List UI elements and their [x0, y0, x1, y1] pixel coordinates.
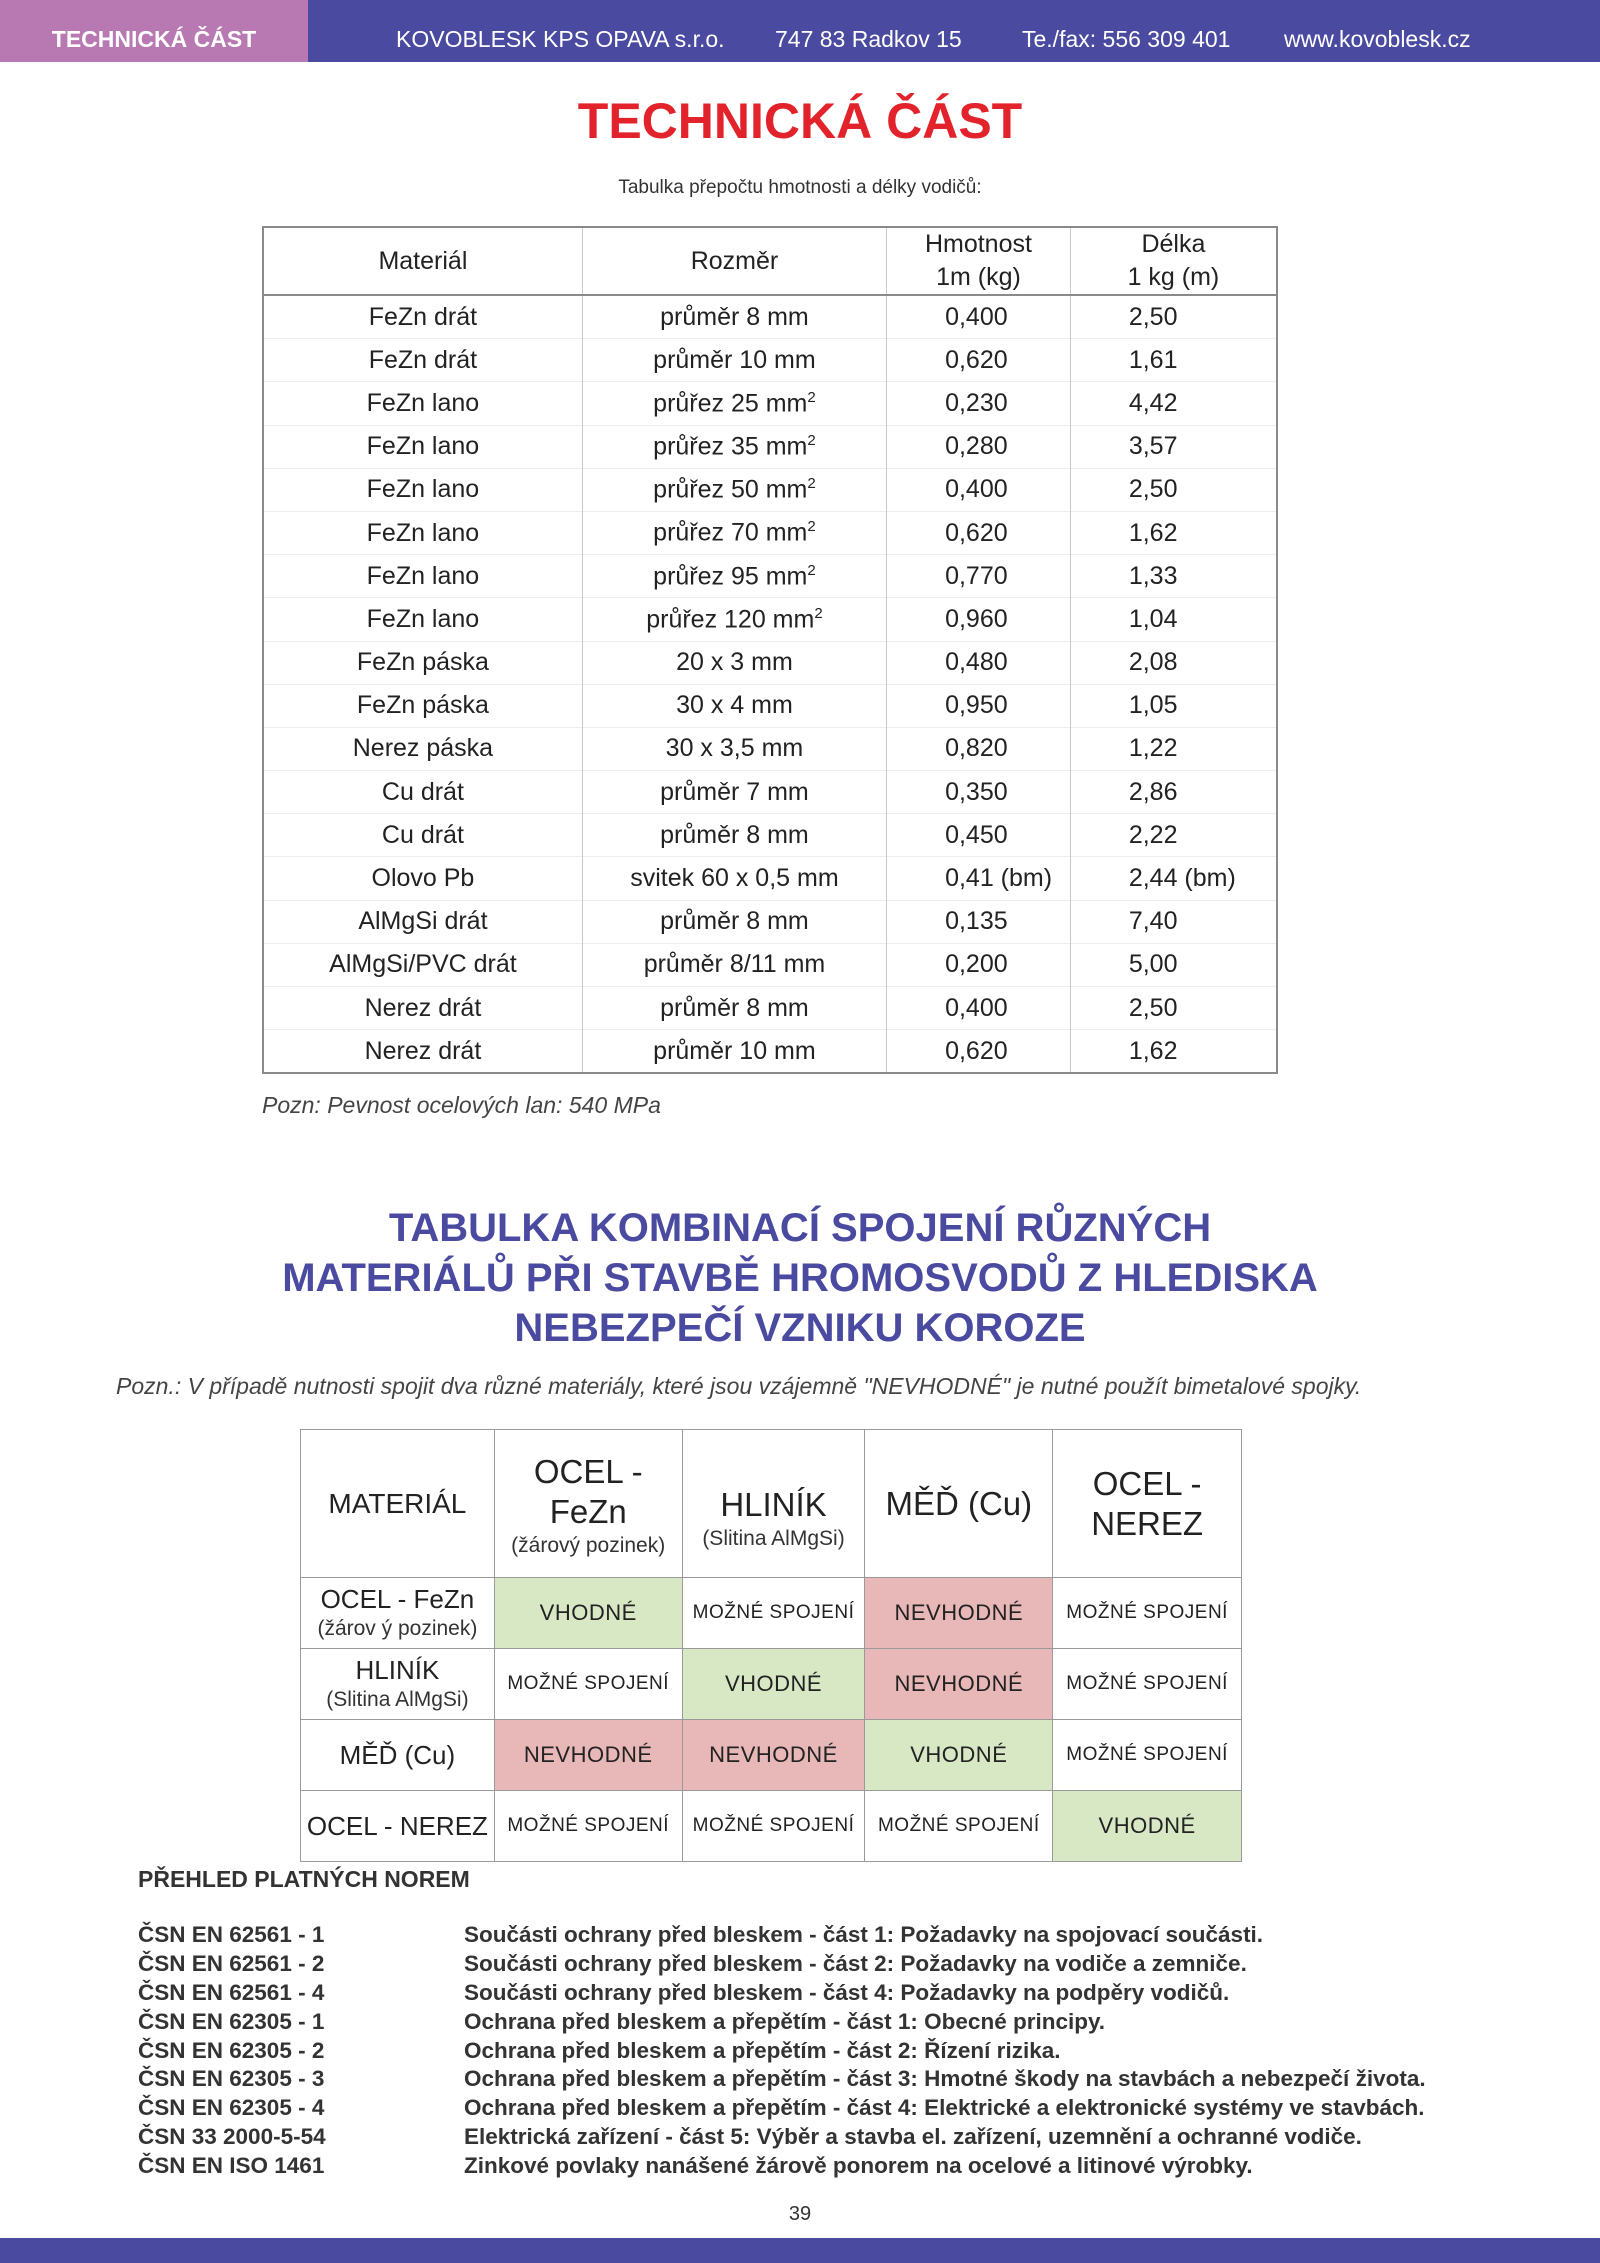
cell-size-text: svitek 60 x 0,5 mm	[630, 864, 839, 893]
table-row	[263, 900, 1277, 943]
cell-size-text: průměr 10 mm	[653, 345, 816, 374]
cell-material: FeZn lano	[263, 425, 582, 468]
norms-title: PŘEHLED PLATNÝCH NOREM	[138, 1866, 470, 1892]
table-row	[263, 987, 1277, 1030]
compatibility-label: MOŽNÉ SPOJENÍ	[1066, 1673, 1228, 1694]
norm-code: ČSN EN 62305 - 2	[138, 2037, 325, 2063]
compatibility-cell	[494, 1791, 682, 1862]
col-header-weight-line1: Hmotnost	[924, 230, 1032, 258]
cell-weight: 0,280	[887, 425, 1071, 468]
cell-weight: 0,230	[887, 382, 1071, 425]
compatibility-cell	[865, 1720, 1053, 1791]
row-header	[301, 1720, 495, 1791]
table-row	[263, 727, 1277, 770]
cell-weight: 0,480	[887, 641, 1071, 684]
cell-length: 2,08	[1070, 641, 1277, 684]
cell-size	[582, 727, 886, 770]
compatibility-label: VHODNÉ	[1098, 1813, 1196, 1838]
cell-length: 2,22	[1070, 814, 1277, 857]
cell-size	[582, 684, 886, 727]
cell-weight: 0,620	[887, 339, 1071, 382]
table-row	[263, 684, 1277, 727]
cell-material: FeZn drát	[263, 339, 582, 382]
cell-weight: 0,400	[887, 295, 1071, 339]
page-title: TECHNICKÁ ČÁST	[577, 93, 1023, 149]
norm-description: Zinkové povlaky nanášené žárově ponorem na ocelové a litinové výrobky.	[464, 2153, 1253, 2179]
footer-bar	[0, 2238, 1600, 2263]
cell-weight: 0,620	[887, 1030, 1071, 1074]
combination-note: Pozn.: V případě nutnosti spojit dva různé materiály, které jsou vzájemně "NEVHODNÉ" je nutné použít bimetalové spojky.	[116, 1373, 1362, 1399]
row-label: MĚĎ (Cu)	[339, 1740, 456, 1770]
cell-length: 5,00	[1070, 943, 1277, 986]
combination-header-row	[301, 1430, 1242, 1578]
cell-length: 2,86	[1070, 771, 1277, 814]
cell-material: FeZn páska	[263, 641, 582, 684]
cell-size-exponent: 2	[807, 388, 816, 406]
cell-size	[582, 1030, 886, 1074]
table-row	[263, 771, 1277, 814]
header-section-label: TECHNICKÁ ČÁST	[0, 0, 308, 62]
table-row	[263, 641, 1277, 684]
compatibility-cell	[682, 1578, 865, 1649]
cell-size	[582, 814, 886, 857]
cell-size	[582, 987, 886, 1030]
cell-size-exponent: 2	[814, 604, 823, 622]
compatibility-label: MOŽNÉ SPOJENÍ	[1066, 1744, 1228, 1765]
cell-material: AlMgSi/PVC drát	[263, 943, 582, 986]
norm-code: ČSN EN 62561 - 1	[138, 1922, 325, 1947]
table-row	[263, 511, 1277, 554]
norm-description: Ochrana před bleskem a přepětím - část 2: Řízení rizika.	[464, 2037, 1061, 2063]
column-sublabel: (žárový pozinek)	[511, 1533, 666, 1557]
cell-material: Nerez drát	[263, 1030, 582, 1074]
col-header-size: Rozměr	[582, 227, 886, 295]
cell-size	[582, 339, 886, 382]
table-row	[263, 382, 1277, 425]
cell-size	[582, 943, 886, 986]
column-sublabel: (Slitina AlMgSi)	[702, 1526, 845, 1550]
compatibility-cell	[1053, 1649, 1242, 1720]
combination-col-header-copper	[865, 1430, 1053, 1578]
cell-size	[582, 468, 886, 511]
cell-size-text: průměr 8/11 mm	[643, 950, 826, 979]
table-row	[263, 425, 1277, 468]
cell-material: Cu drát	[263, 814, 582, 857]
col-header-length	[1070, 227, 1277, 295]
page-number: 39	[788, 2203, 812, 2225]
compatibility-cell	[865, 1791, 1053, 1862]
col-header-length-line1: Délka	[1141, 230, 1206, 258]
row-sublabel: (Slitina AlMgSi)	[326, 1688, 469, 1711]
compatibility-label: MOŽNÉ SPOJENÍ	[692, 1602, 855, 1623]
cell-length: 2,50	[1070, 295, 1277, 339]
row-sublabel: (žárov ý pozinek)	[317, 1617, 478, 1640]
cell-size-exponent: 2	[807, 561, 816, 579]
cell-weight: 0,770	[887, 555, 1071, 598]
compatibility-cell	[494, 1578, 682, 1649]
cell-size-text: 30 x 3,5 mm	[665, 734, 804, 763]
cell-size	[582, 382, 886, 425]
cell-material: FeZn páska	[263, 684, 582, 727]
compatibility-label: MOŽNÉ SPOJENÍ	[1066, 1602, 1228, 1623]
row-label: OCEL - FeZn	[320, 1584, 475, 1614]
combination-title-line: TABULKA KOMBINACÍ SPOJENÍ RŮZNÝCH	[388, 1206, 1212, 1250]
cell-material: Nerez páska	[263, 727, 582, 770]
column-label: HLINÍK	[720, 1485, 827, 1523]
cell-weight: 0,450	[887, 814, 1071, 857]
cell-weight: 0,400	[887, 468, 1071, 511]
combination-row	[301, 1720, 1242, 1791]
cell-length: 1,61	[1070, 339, 1277, 382]
header-bar	[0, 0, 1600, 62]
cell-size-text: průměr 10 mm	[653, 1036, 816, 1065]
cell-weight: 0,950	[887, 684, 1071, 727]
combination-title-line: MATERIÁLŮ PŘI STAVBĚ HROMOSVODŮ Z HLEDISKA	[282, 1256, 1318, 1300]
col-header-length-line2: 1 kg (m)	[1127, 263, 1220, 291]
compatibility-label: VHODNÉ	[910, 1742, 1008, 1767]
row-header	[301, 1791, 495, 1862]
header-address: 747 83 Radkov 15	[775, 26, 962, 52]
weight-table-caption: Tabulka přepočtu hmotnosti a délky vodičů:	[618, 177, 982, 198]
cell-size-exponent: 2	[807, 518, 816, 536]
table-row	[263, 295, 1277, 339]
norm-code: ČSN EN 62561 - 4	[138, 1979, 325, 2005]
compatibility-cell	[682, 1720, 865, 1791]
cell-size-text: průřez 70 mm	[653, 518, 808, 547]
compatibility-cell	[865, 1649, 1053, 1720]
cell-size-text: průřez 25 mm	[653, 389, 808, 418]
col-header-weight	[887, 227, 1071, 295]
cell-material: Nerez drát	[263, 987, 582, 1030]
header-company: KOVOBLESK KPS OPAVA s.r.o.	[396, 26, 725, 52]
column-label: OCEL -	[1092, 1464, 1202, 1502]
cell-size-text: průměr 8 mm	[660, 993, 809, 1022]
table-row	[263, 468, 1277, 511]
cell-size-text: průřez 35 mm	[653, 432, 808, 461]
compatibility-cell	[865, 1578, 1053, 1649]
cell-length: 7,40	[1070, 900, 1277, 943]
combination-col-header-steel-fezn	[494, 1430, 682, 1578]
combination-corner-header	[301, 1430, 495, 1578]
table-row	[263, 1030, 1277, 1074]
cell-weight: 0,820	[887, 727, 1071, 770]
cell-size	[582, 771, 886, 814]
cell-size-text: průměr 8 mm	[660, 907, 809, 936]
row-header	[301, 1649, 495, 1720]
cell-size-text: 20 x 3 mm	[676, 648, 793, 677]
cell-weight: 0,350	[887, 771, 1071, 814]
compatibility-label: MOŽNÉ SPOJENÍ	[692, 1815, 855, 1836]
cell-size	[582, 857, 886, 900]
compatibility-cell	[1053, 1578, 1242, 1649]
table-row	[263, 943, 1277, 986]
cell-material: AlMgSi drát	[263, 900, 582, 943]
row-label: OCEL - NEREZ	[306, 1811, 488, 1841]
norm-description: Elektrická zařízení - část 5: Výběr a stavba el. zařízení, uzemnění a ochranné vodiče.	[464, 2124, 1362, 2150]
cell-size-exponent: 2	[807, 431, 816, 449]
combination-row	[301, 1649, 1242, 1720]
combination-title-line: NEBEZPEČÍ VZNIKU KOROZE	[514, 1306, 1086, 1350]
cell-size-text: průřez 95 mm	[653, 561, 808, 590]
compatibility-label: MOŽNÉ SPOJENÍ	[507, 1673, 670, 1694]
table-row	[263, 857, 1277, 900]
norm-code: ČSN 33 2000-5-54	[138, 2124, 326, 2150]
table-row	[263, 598, 1277, 641]
cell-size-text: průměr 7 mm	[660, 777, 809, 806]
compatibility-label: MOŽNÉ SPOJENÍ	[877, 1815, 1040, 1836]
norm-code: ČSN EN 62305 - 1	[138, 2008, 325, 2034]
cell-size-text: 30 x 4 mm	[676, 691, 793, 720]
row-label: HLINÍK	[355, 1655, 440, 1685]
col-header-material: Materiál	[263, 227, 582, 295]
col-header-weight-line2: 1m (kg)	[936, 263, 1021, 291]
cell-length: 1,62	[1070, 511, 1277, 554]
norm-description: Ochrana před bleskem a přepětím - část 4: Elektrické a elektronické systémy ve stavbách.	[464, 2095, 1425, 2121]
combination-row	[301, 1791, 1242, 1862]
cell-size-exponent: 2	[807, 475, 816, 493]
table-header-row	[263, 227, 1277, 295]
cell-size	[582, 555, 886, 598]
cell-length: 1,04	[1070, 598, 1277, 641]
cell-size	[582, 641, 886, 684]
weight-length-table	[262, 226, 1278, 1074]
cell-size	[582, 425, 886, 468]
cell-material: FeZn lano	[263, 598, 582, 641]
cell-weight: 0,200	[887, 943, 1071, 986]
cell-size-text: průměr 8 mm	[660, 820, 809, 849]
compatibility-label: NEVHODNÉ	[523, 1742, 653, 1767]
norm-description: Součásti ochrany před bleskem - část 2: Požadavky na vodiče a zemniče.	[464, 1950, 1247, 1976]
row-header	[301, 1578, 495, 1649]
header-web-link[interactable]: www.kovoblesk.cz	[1284, 26, 1471, 52]
cell-length: 2,50	[1070, 987, 1277, 1030]
norm-code: ČSN EN 62305 - 4	[138, 2095, 325, 2121]
cell-material: FeZn drát	[263, 295, 582, 339]
compatibility-cell	[1053, 1791, 1242, 1862]
norm-description: Ochrana před bleskem a přepětím - část 3: Hmotné škody na stavbách a nebezpečí života.	[464, 2066, 1426, 2092]
compatibility-cell	[494, 1720, 682, 1791]
cell-material: Cu drát	[263, 771, 582, 814]
combination-col-header-aluminium	[682, 1430, 865, 1578]
table-row	[263, 814, 1277, 857]
cell-material: FeZn lano	[263, 511, 582, 554]
cell-weight: 0,960	[887, 598, 1071, 641]
header-phone: Te./fax: 556 309 401	[1022, 26, 1231, 52]
cell-length: 2,50	[1070, 468, 1277, 511]
cell-size-text: průřez 120 mm	[646, 605, 815, 634]
cell-material: FeZn lano	[263, 468, 582, 511]
norm-description: Součásti ochrany před bleskem - část 1: Požadavky na spojovací součásti.	[464, 1922, 1264, 1947]
cell-material: FeZn lano	[263, 555, 582, 598]
compatibility-label: MOŽNÉ SPOJENÍ	[507, 1815, 670, 1836]
cell-weight: 0,41 (bm)	[887, 857, 1071, 900]
norm-code: ČSN EN 62561 - 2	[138, 1950, 325, 1976]
column-label: MĚĎ (Cu)	[885, 1484, 1033, 1522]
cell-length: 2,44 (bm)	[1070, 857, 1277, 900]
compatibility-label: NEVHODNÉ	[709, 1742, 838, 1767]
compatibility-label: NEVHODNÉ	[894, 1671, 1024, 1696]
compatibility-cell	[682, 1791, 865, 1862]
compatibility-label: VHODNÉ	[724, 1671, 823, 1696]
weight-table-note: Pozn: Pevnost ocelových lan: 540 MPa	[262, 1092, 661, 1118]
combination-title	[0, 1203, 1600, 1353]
compatibility-cell	[1053, 1720, 1242, 1791]
cell-length: 4,42	[1070, 382, 1277, 425]
cell-weight: 0,620	[887, 511, 1071, 554]
cell-size	[582, 598, 886, 641]
cell-size	[582, 295, 886, 339]
corner-label: MATERIÁL	[328, 1487, 467, 1519]
cell-length: 3,57	[1070, 425, 1277, 468]
cell-length: 1,22	[1070, 727, 1277, 770]
compatibility-cell	[682, 1649, 865, 1720]
cell-size	[582, 511, 886, 554]
cell-size-text: průřez 50 mm	[653, 475, 808, 504]
cell-length: 1,62	[1070, 1030, 1277, 1074]
norm-description: Součásti ochrany před bleskem - část 4: Požadavky na podpěry vodičů.	[464, 1979, 1230, 2005]
table-row	[263, 555, 1277, 598]
cell-length: 1,33	[1070, 555, 1277, 598]
cell-length: 1,05	[1070, 684, 1277, 727]
compatibility-label: VHODNÉ	[539, 1600, 637, 1625]
cell-size-text: průměr 8 mm	[660, 302, 809, 331]
column-label: NEREZ	[1091, 1504, 1204, 1542]
cell-material: FeZn lano	[263, 382, 582, 425]
table-row	[263, 339, 1277, 382]
column-label: OCEL -	[533, 1452, 643, 1490]
cell-material: Olovo Pb	[263, 857, 582, 900]
combination-row	[301, 1578, 1242, 1649]
norm-description: Ochrana před bleskem a přepětím - část 1: Obecné principy.	[464, 2008, 1106, 2034]
norm-code: ČSN EN ISO 1461	[138, 2153, 325, 2179]
norm-code: ČSN EN 62305 - 3	[138, 2066, 325, 2092]
compatibility-label: NEVHODNÉ	[894, 1600, 1024, 1625]
combination-col-header-stainless	[1053, 1430, 1242, 1578]
cell-weight: 0,135	[887, 900, 1071, 943]
column-label: FeZn	[549, 1492, 627, 1530]
material-combination-table	[300, 1429, 1242, 1862]
cell-size	[582, 900, 886, 943]
compatibility-cell	[494, 1649, 682, 1720]
cell-weight: 0,400	[887, 987, 1071, 1030]
